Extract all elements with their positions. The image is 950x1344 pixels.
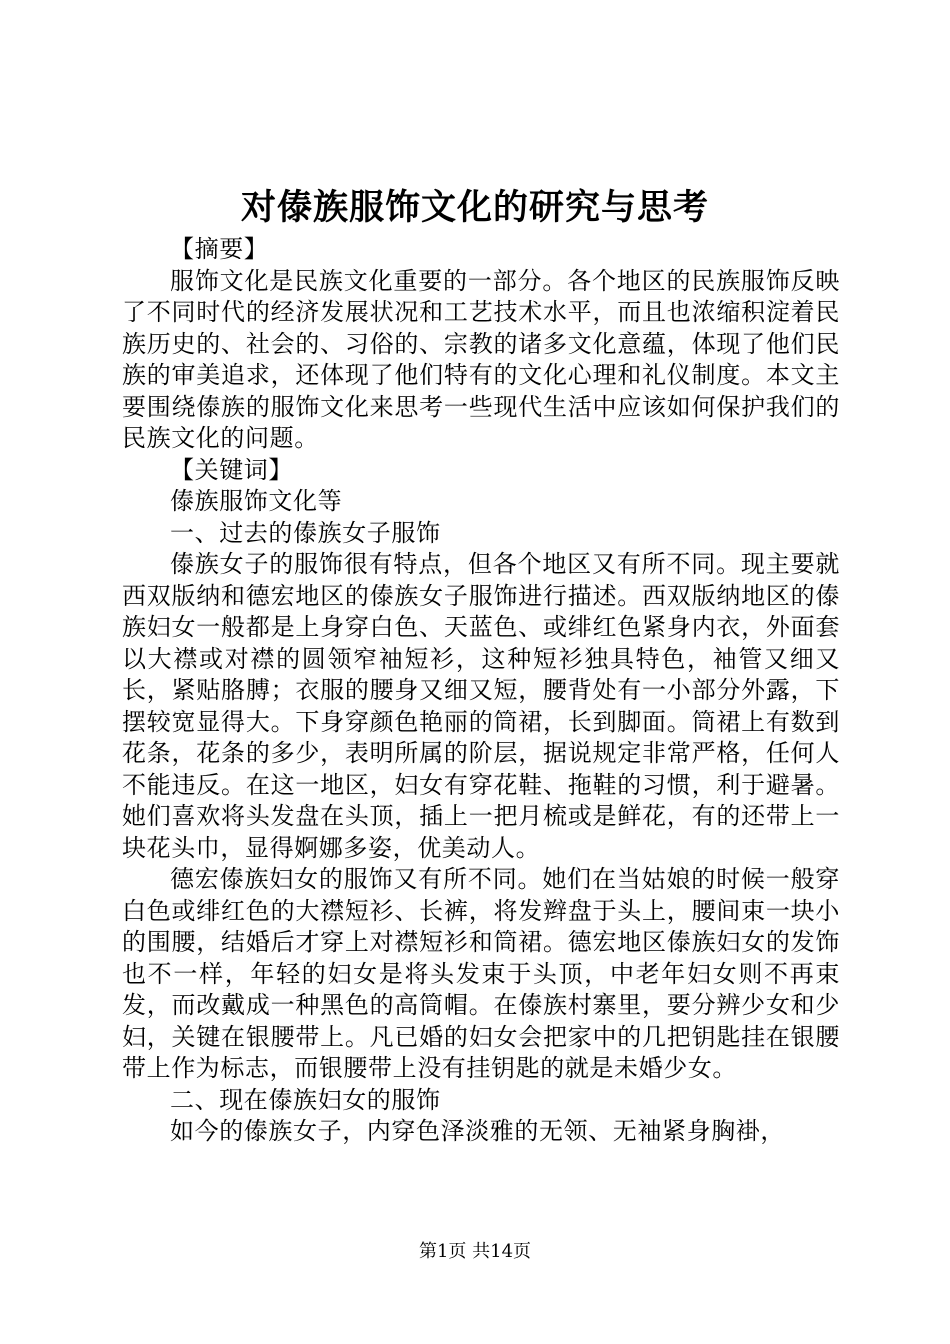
section-heading-1: 一、过去的傣族女子服饰 — [170, 518, 441, 547]
abstract-heading: 【摘要】 — [170, 235, 269, 263]
keywords-text: 傣族服饰文化等 — [170, 487, 343, 515]
body-paragraph-2: 德宏傣族妇女的服饰又有所不同。她们在当姑娘的时候一般穿白色或绯红色的大襟短衫、长裤，将发辫盘于头上，腰间束一块小的围腰，结婚后才穿上对襟短衫和筒裙。德宏地区傣族妇女的发饰也不一样，年轻的妇女是将头发束于头顶，中老年妇女则不再束发，而改戴成一种黑色的高筒帽。在傣族村寨里，要分辨少女和少妇，关键在银腰带上。凡已婚的妇女会把家中的几把钥匙挂在银腰带上作为标志，而银腰带上没有挂钥匙的就是未婚少女。 — [122, 865, 840, 1082]
document-body — [122, 234, 840, 1148]
abstract-paragraph: 服饰文化是民族文化重要的一部分。各个地区的民族服饰反映了不同时代的经济发展状况和工艺技术水平，而且也浓缩积淀着民族历史的、社会的、习俗的、宗教的诸多文化意蕴，体现了他们民族的审美追求，还体现了他们特有的文化心理和礼仪制度。本文主要围绕傣族的服饰文化来思考一些现代生活中应该如何保护我们的民族文化的问题。 — [122, 266, 840, 452]
body-paragraph-3: 如今的傣族女子，内穿色泽淡雅的无领、无袖紧身胸褂， — [170, 1117, 785, 1145]
keywords-heading: 【关键词】 — [170, 455, 293, 484]
document-title: 对傣族服饰文化的研究与思考 — [240, 187, 709, 228]
page-number-footer: 第1页 共14页 — [418, 1241, 532, 1262]
section-heading-2: 二、现在傣族妇女的服饰 — [170, 1085, 441, 1114]
body-paragraph-1: 傣族女子的服饰很有特点，但各个地区又有所不同。现主要就西双版纳和德宏地区的傣族女子服饰进行描述。西双版纳地区的傣族妇女一般都是上身穿白色、天蓝色、或绯红色紧身内衣，外面套以大襟或对襟的圆领窄袖短衫，这种短衫独具特色，袖管又细又长，紧贴胳膊；衣服的腰身又细又短，腰背处有一小部分外露，下摆较宽显得大。下身穿颜色艳丽的筒裙，长到脚面。筒裙上有数到花条，花条的多少，表明所属的阶层，据说规定非常严格，任何人不能违反。在这一地区，妇女有穿花鞋、拖鞋的习惯，利于避暑。她们喜欢将头发盘在头顶，插上一把月梳或是鲜花，有的还带上一块花头巾，显得婀娜多姿，优美动人。 — [122, 550, 840, 862]
